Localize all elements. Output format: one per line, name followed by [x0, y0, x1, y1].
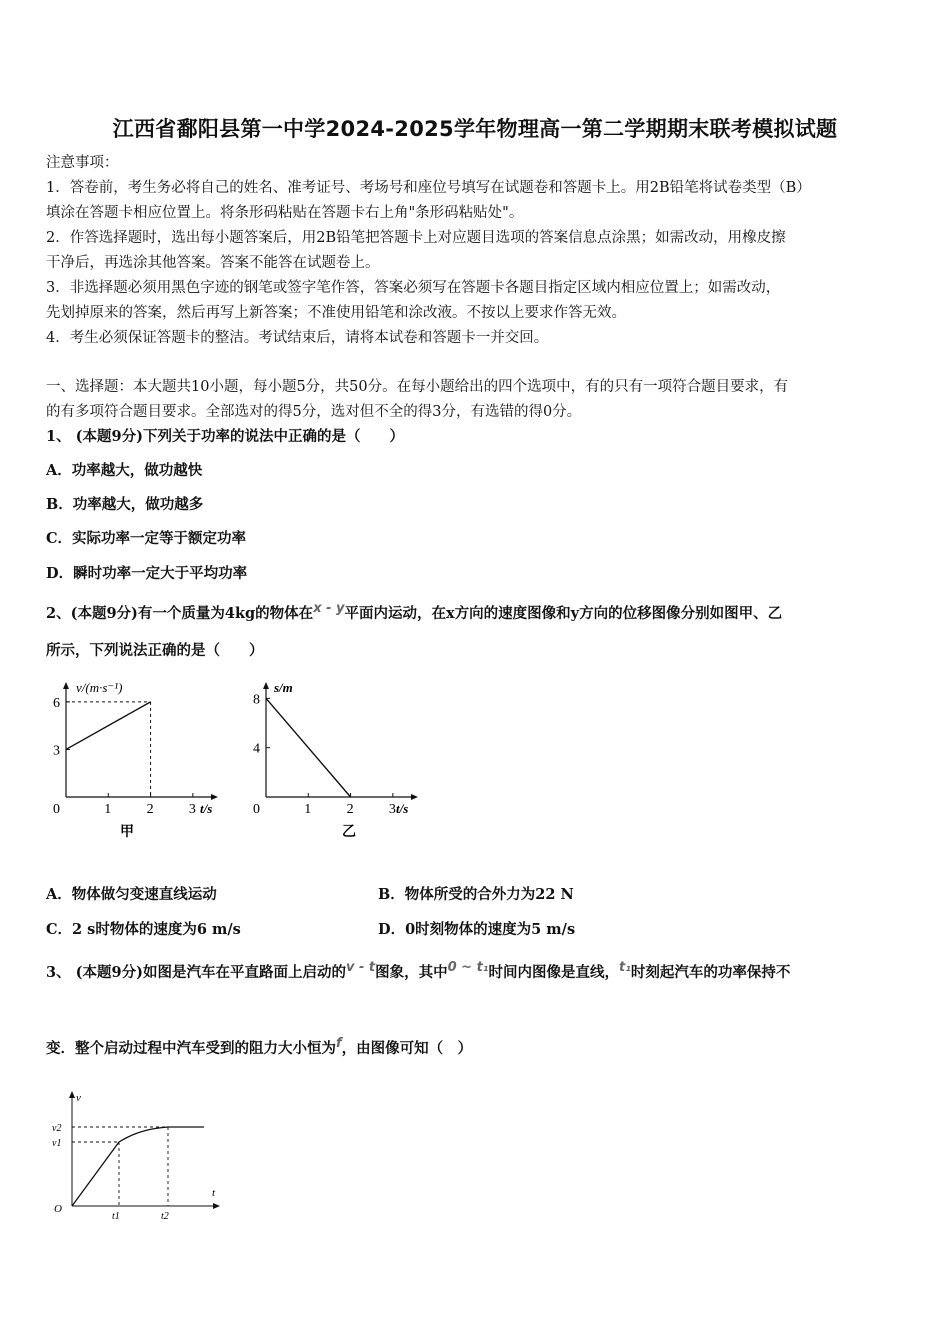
q3-math-range: 0 ~ t₁	[447, 960, 489, 975]
chart-vt-x-arrow	[213, 1203, 220, 1209]
q2-option-a: A．物体做匀变速直线运动	[46, 886, 217, 903]
notice-line: 1．答卷前，考生务必将自己的姓名、准考证号、考场号和座位号填写在试题卷和答题卡上。用2B铅笔将试卷类型（B）	[46, 180, 811, 196]
chart-yi-ylabel: s/m	[274, 680, 293, 695]
notice-line: 先划掉原来的答案，然后再写上新答案；不准使用铅笔和涂改液。不按以上要求作答无效。	[46, 305, 626, 321]
q1-option-d: D．瞬时功率一定大于平均功率	[46, 565, 248, 582]
q3-stem-c: 时间内图像是直线，	[488, 964, 619, 981]
yi-x-tick-label: 1	[304, 802, 312, 817]
chart-vt-tick-t2: t2	[161, 1211, 169, 1222]
notice-line: 干净后，再选涂其他答案。答案不能答在试题卷上。	[46, 255, 380, 271]
section-intro: 的有多项符合题目要求。全部选对的得5分，选对但不全的得3分，有选错的得0分。	[46, 404, 582, 420]
q2-option-d: D．0时刻物体的速度为5 m/s	[378, 921, 576, 938]
yi-y-tick-label: 8	[253, 692, 260, 708]
q2-math-xy: x - y	[313, 601, 345, 616]
q3-math-vt: v - t	[345, 960, 376, 975]
chart-jia-title: 甲	[120, 825, 134, 840]
chart-yi	[246, 676, 436, 848]
q2-stem-c: 所示，下列说法正确的是（ ）	[46, 642, 264, 659]
jia-x-tick-label: 3	[188, 802, 196, 817]
q3-stem-line1	[46, 960, 791, 984]
yi-y-tick-label: 4	[253, 741, 260, 757]
chart-vt-y-arrow	[69, 1091, 75, 1098]
yi-x-tick-label: 3	[388, 802, 396, 817]
jia-x-tick-label: 2	[146, 802, 154, 817]
q3-stem-line2	[46, 1036, 473, 1060]
jia-y-tick-label: 6	[53, 695, 60, 711]
chart-jia-series-line	[66, 702, 151, 750]
chart-yi-xlabel: t/s	[396, 801, 409, 816]
jia-x-tick-label: 1	[104, 802, 112, 817]
q2-option-c: C．2 s时物体的速度为6 m/s	[46, 921, 241, 938]
chart-yi-y-arrow	[263, 682, 269, 689]
section-intro: 一、选择题：本大题共10小题，每小题5分，共50分。在每小题给出的四个选项中，有的只有一项符合题目要求，有	[46, 379, 789, 395]
chart-jia-ylabel: v/(m·s⁻¹)	[76, 680, 123, 695]
chart-jia-y-arrow	[63, 682, 69, 689]
q2-stem-b: 平面内运动，在x方向的速度图像和y方向的位移图像分别如图甲、乙	[344, 605, 783, 622]
notice-line: 填涂在答题卡相应位置上。将条形码粘贴在答题卡右上角"条形码粘贴处"。	[46, 205, 524, 221]
jia-y-tick-label: 3	[53, 743, 60, 759]
q3-stem-e: 变．整个启动过程中汽车受到的阻力大小恒为	[46, 1040, 336, 1057]
chart-vt-origin: O	[54, 1203, 62, 1215]
chart-vt-tick-t1: t1	[112, 1211, 120, 1222]
jia-x-tick-label: 0	[53, 802, 60, 817]
q3-stem-f: ，由图像可知（ ）	[341, 1040, 473, 1057]
q2-stem-a: 2、(本题9分)有一个质量为4kg的物体在	[46, 605, 314, 622]
q3-math-t1: t₁	[619, 960, 631, 975]
chart-vt-tick-v1: v1	[52, 1138, 62, 1149]
q3-math-f: f	[336, 1036, 342, 1051]
chart-yi-title: 乙	[342, 825, 356, 840]
chart-vt-xlabel: t	[212, 1187, 216, 1199]
chart-vt	[46, 1085, 236, 1225]
q1-stem: 1、 (本题9分)下列关于功率的说法中正确的是（ ）	[46, 428, 404, 445]
notice-line: 2．作答选择题时，选出每小题答案后，用2B铅笔把答题卡上对应题目选项的答案信息点涂黑；如需改动，用橡皮擦	[46, 230, 786, 246]
chart-vt-tick-v2: v2	[52, 1123, 62, 1134]
q1-option-b: B．功率越大，做功越多	[46, 496, 204, 513]
chart-jia-xlabel: t/s	[200, 801, 213, 816]
chart-yi-series-line	[266, 698, 351, 797]
chart-jia	[46, 676, 236, 848]
chart-vt-series-curve	[72, 1127, 204, 1206]
notice-line: 4．考生必须保证答题卡的整洁。考试结束后，请将本试卷和答题卡一并交回。	[46, 330, 549, 346]
notice-heading: 注意事项：	[46, 155, 119, 171]
q2-option-b: B．物体所受的合外力为22 N	[378, 886, 574, 903]
notice-line: 3．非选择题必须用黑色字迹的钢笔或签字笔作答，答案必须写在答题卡各题目指定区域内相应位置上；如需改动，	[46, 280, 781, 296]
q2-stem	[46, 601, 783, 625]
chart-jia-x-arrow	[211, 794, 218, 800]
q3-stem-a: 3、 (本题9分)如图是汽车在平直路面上启动的	[46, 964, 346, 981]
yi-x-tick-label: 0	[253, 802, 260, 817]
exam-title: 江西省鄱阳县第一中学2024-2025学年物理高一第二学期期末联考模拟试题	[112, 117, 838, 141]
chart-yi-x-arrow	[411, 794, 418, 800]
yi-x-tick-label: 2	[346, 802, 354, 817]
chart-vt-ylabel: v	[76, 1092, 81, 1104]
q3-stem-d: 时刻起汽车的功率保持不	[630, 964, 791, 981]
q3-stem-b: 图象，其中	[375, 964, 448, 981]
q1-option-c: C．实际功率一定等于额定功率	[46, 530, 247, 547]
q1-option-a: A．功率越大，做功越快	[46, 462, 203, 479]
